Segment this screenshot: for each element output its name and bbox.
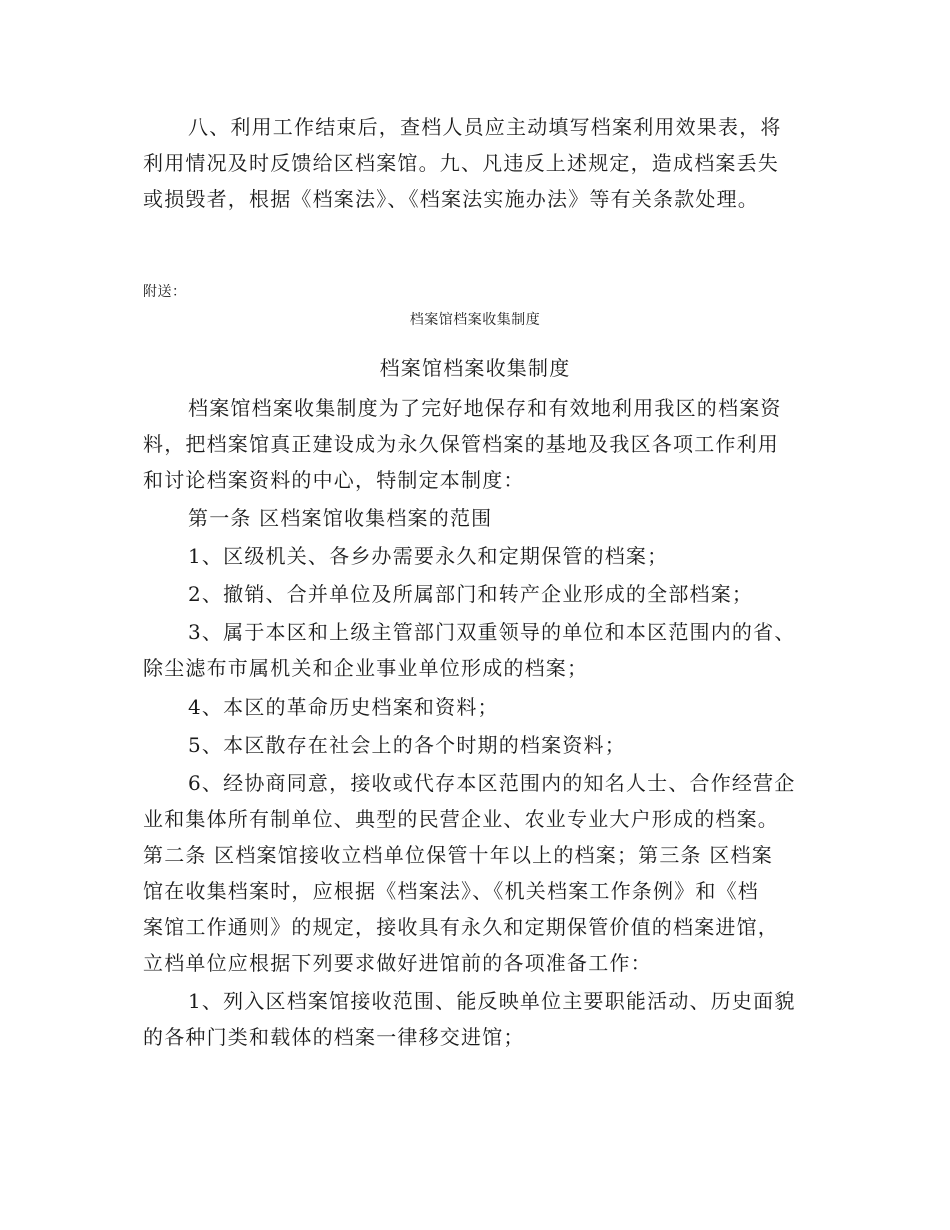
attachment-title: 档案馆档案收集制度 [409, 312, 541, 328]
articles-2-3-line-4: 立档单位应根据下列要求做好进馆前的各项准备工作： [143, 951, 652, 975]
article-1-item-6-line-2: 业和集体所有制单位、典型的民营企业、农业专业大户形成的档案。 [143, 807, 779, 831]
article-1-heading: 第一条 区档案馆收集档案的范围 [188, 506, 493, 530]
article-1-item-3-line-1: 3、属于本区和上级主管部门双重领导的单位和本区范围内的省、 [188, 620, 796, 644]
article-1-item-1: 1、区级机关、各乡办需要永久和定期保管的档案； [188, 544, 669, 568]
article-1-item-4: 4、本区的革命历史档案和资料； [188, 695, 499, 719]
articles-2-3-line-2: 馆在收集档案时，应根据《档案法》、《机关档案工作条例》和《档 [143, 879, 759, 903]
article-3-item-1-line-1: 1、列入区档案馆接收范围、能反映单位主要职能活动、历史面貌 [188, 989, 796, 1013]
article-1-item-2: 2、撤销、合并单位及所属部门和转产企业形成的全部档案； [188, 582, 754, 606]
section-title: 档案馆档案收集制度 [379, 356, 571, 380]
articles-2-3-line-1: 第二条 区档案馆接收立档单位保管十年以上的档案；第三条 区档案 [143, 843, 773, 867]
article-1-item-5: 5、本区散存在社会上的各个时期的档案资料； [188, 733, 626, 757]
intro-line-3: 和讨论档案资料的中心，特制定本制度： [143, 468, 525, 492]
paragraph-8-line-3: 或损毁者，根据《档案法》、《档案法实施办法》等有关条款处理。 [143, 187, 759, 211]
article-1-item-6-line-1: 6、经协商同意，接收或代存本区范围内的知名人士、合作经营企 [188, 771, 796, 795]
intro-line-2: 料，把档案馆真正建设成为永久保管档案的基地及我区各项工作利用 [143, 432, 779, 456]
paragraph-8-line-1: 八、利用工作结束后，查档人员应主动填写档案利用效果表，将 [188, 115, 782, 139]
article-1-item-3-line-2: 除尘滤布市属机关和企业事业单位形成的档案； [143, 656, 589, 680]
article-3-item-1-line-2: 的各种门类和载体的档案一律移交进馆； [143, 1025, 525, 1049]
attachment-label: 附送： [143, 284, 187, 300]
articles-2-3-line-3: 案馆工作通则》的规定，接收具有永久和定期保管价值的档案进馆， [143, 915, 779, 939]
intro-line-1: 档案馆档案收集制度为了完好地保存和有效地利用我区的档案资 [188, 396, 782, 420]
paragraph-8-line-2: 利用情况及时反馈给区档案馆。九、凡违反上述规定，造成档案丢失 [143, 151, 779, 175]
